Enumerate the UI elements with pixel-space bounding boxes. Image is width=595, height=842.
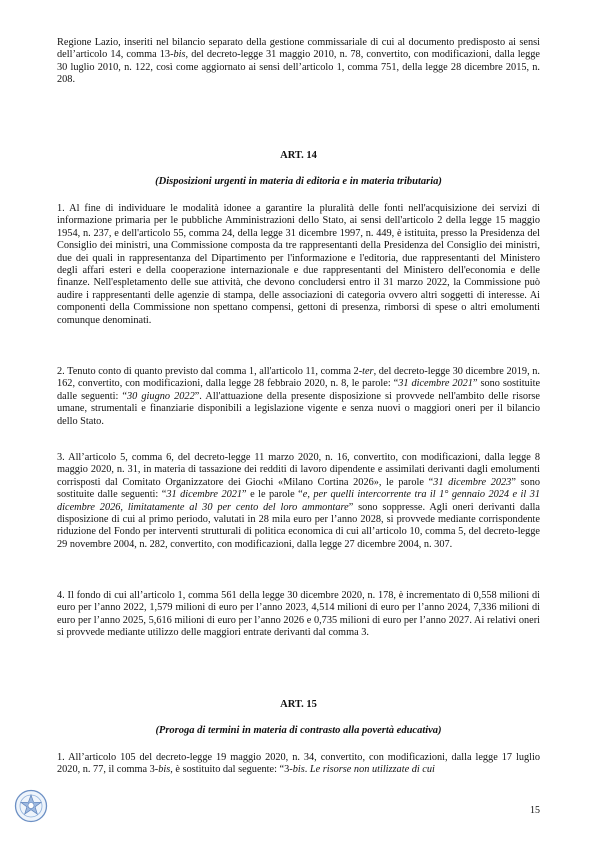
text-run: 1. All’articolo 105 del decreto-legge 19 maggio 2020, n. 34, convertito, con modificazioni, dalla legge 17 luglio 2020, n. 77, il comma 3-: [57, 752, 540, 776]
text-run: bis: [158, 764, 171, 776]
art14-title: ART. 14: [280, 150, 317, 161]
text-run: ” sono soppresse. Agli oneri derivanti dalla disposizione di cui al primo periodo, valutati in 28 mila euro per l’anno 2028, si provvede mediante corrispondente riduzione del Fondo per interventi strutturali di politica economica di cui all’articolo 10, comma 5, del decreto-legge 29 novembre 2004, n. 282, convertito, con modificazioni, dalla legge 27 dicembre 2004, n. 307.: [57, 501, 540, 550]
page-number: 15: [530, 805, 540, 816]
text-run: , del decreto-legge 31 maggio 2010, n. 78, convertito, con modificazioni, dalla legge 30 luglio 2010, n. 122, così come aggiornato ai sensi dell’articolo 1, comma 751, della legge 28 dicembre 2015, n. 208.: [57, 49, 540, 86]
text-run: 31 dicembre 2023: [433, 476, 512, 488]
text-run: bis: [292, 764, 305, 776]
text-run: .: [304, 764, 310, 776]
text-run: ” e le parole “: [242, 489, 303, 501]
text-run: Le risorse non utilizzate di cui: [309, 764, 435, 776]
text-run: 3. All’articolo 5, comma 6, del decreto-legge 11 marzo 2020, n. 16, convertito, con modificazioni, dalla legge 8 maggio 2020, n. 31, in materia di tassazione dei redditi di lavoro dipendente e assimilati derivanti dagli emolumenti corrisposti dal Comitato Organizzatore dei Giochi «Milano Cortina 2026», le parole “: [57, 452, 540, 488]
text-run: , è sostituito dal seguente: “3-: [170, 764, 293, 776]
art14-paragraph-4: 4. Il fondo di cui all’articolo 1, comma 561 della legge 30 dicembre 2020, n. 178, è incrementato di 0,558 milioni di euro per l’anno 2022, 1,579 milioni di euro per l’anno 2023, 4,514 milioni di euro per l’anno 2024, 7,336 milioni di euro per l’anno 2025, 5,616 milioni di euro per l’anno 2026 e 0,735 milioni di euro per l’anno 2027. Ai relativi oneri si provvede mediante utilizzo delle maggiori entrate derivanti dal comma 3.: [57, 590, 540, 639]
art14-paragraph-3: [57, 452, 540, 551]
government-emblem-icon: [14, 789, 48, 823]
text-run: bis: [173, 49, 186, 61]
text-run: 31 dicembre 2021: [398, 378, 473, 390]
text-run: 30 giugno 2022: [127, 390, 195, 402]
text-run: 2. Tenuto conto di quanto previsto dal comma 1, all'articolo 11, comma 2-: [57, 366, 363, 377]
art14-paragraph-2: [57, 366, 540, 428]
art15-subtitle: (Proroga di termini in materia di contrasto alla povertà educativa): [155, 725, 442, 736]
text-run: ” sono sostituite dalle seguenti: “: [57, 378, 541, 402]
art14-paragraph-1: 1. Al fine di individuare le modalità idonee a garantire la pluralità delle fonti nell'acquisizione dei servizi di informazione primaria per le pubbliche Amministrazioni dello Stato, ai sensi dell'articolo 2 della legge 15 maggio 1954, n. 237, e dell'articolo 55, comma 24, della legge 31 dicembre 1997, n. 449, è istituita, presso la Presidenza del Consiglio dei ministri, una Commissione composta da tre rappresentanti della Presidenza del Consiglio dei ministri, due dei quali in rappresentanza del Dipartimento per l'informazione e l'editoria, due rappresentanti del Ministero degli affari esteri e della cooperazione internazionale e due rappresentanti del Ministero dell'economia e delle finanze. Nell'espletamento delle sue attività, che devono concludersi entro il 31 marzo 2022, la Commissione può audire i rappresentanti delle agenzie di stampa, delle associazioni di categoria ovvero altri soggetti di interesse. Ai componenti della Commissione non spettano compensi, gettoni di presenza, rimborsi di spese o altri emolumenti comunque denominati.: [57, 203, 540, 326]
text-run: , del decreto-legge 30 dicembre 2019, n. 162, convertito, con modificazioni, dalla legge 28 febbraio 2020, n. 8, le parole: “: [57, 366, 540, 390]
text-run: ” sono sostituite dalle seguenti: “: [57, 476, 540, 501]
text-run: ter: [362, 366, 374, 377]
art15-title: ART. 15: [280, 699, 317, 710]
art15-paragraph-1: [57, 752, 540, 777]
art14-subtitle: (Disposizioni urgenti in materia di editoria e in materia tributaria): [155, 176, 442, 187]
text-run: e, per quelli intercorrente tra il 1° gennaio 2024 e il 31 dicembre 2026, limitatamente al 30 per cento del loro ammontare: [57, 489, 541, 513]
text-run: ”. All'attuazione della presente disposizione si provvede nell'ambito delle risorse umane, strumentali e finanziarie disponibili a legislazione vigente e senza nuovi o maggiori oneri per il bilancio dello Stato.: [57, 390, 540, 427]
intro-paragraph: [57, 37, 540, 87]
text-run: Regione Lazio, inseriti nel bilancio separato della gestione commissariale di cui al documento predisposto ai sensi dell’articolo 14, comma 13-: [57, 37, 540, 61]
text-run: 31 dicembre 2021: [166, 489, 243, 501]
